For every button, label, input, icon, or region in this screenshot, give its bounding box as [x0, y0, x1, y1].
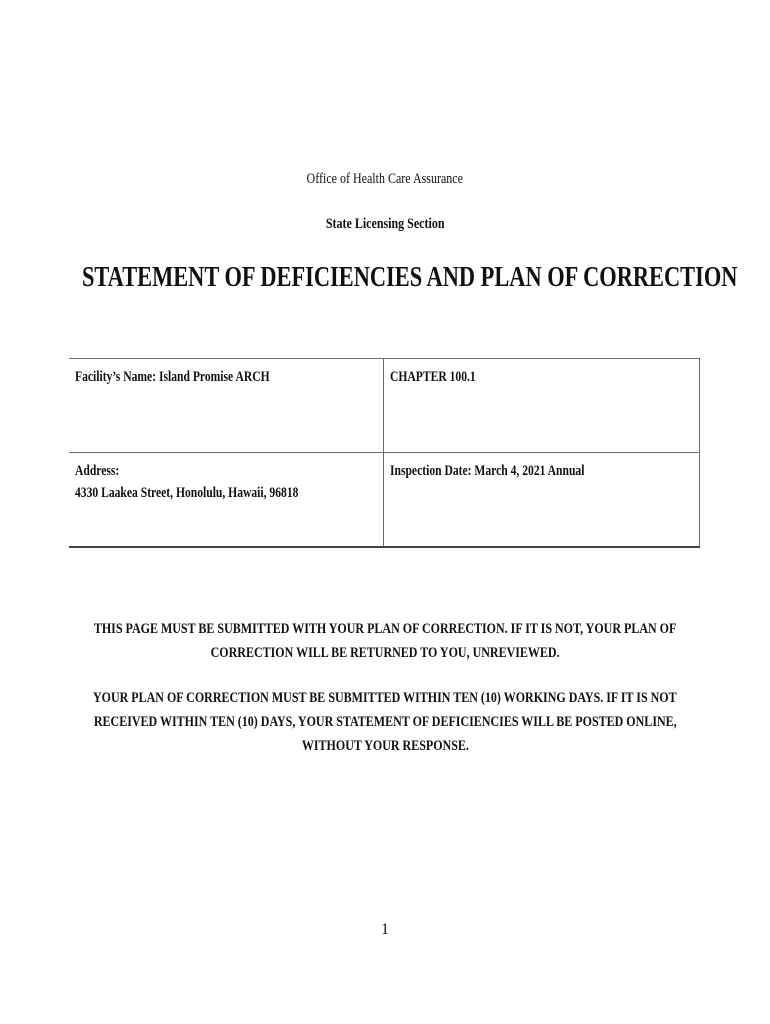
- page-number-text: 1: [381, 921, 389, 938]
- notice-line: RECEIVED WITHIN TEN (10) DAYS, YOUR STATEMENT OF DEFICIENCIES WILL BE POSTED ONLINE,: [93, 714, 677, 730]
- section-name: [0, 216, 770, 233]
- notice-line: WITHOUT YOUR RESPONSE.: [301, 738, 469, 754]
- notice-line: THIS PAGE MUST BE SUBMITTED WITH YOUR PLAN OF CORRECTION. IF IT IS NOT, YOUR PLAN OF: [93, 621, 677, 637]
- inspection-date-cell: [384, 453, 700, 548]
- table-row: [69, 453, 700, 548]
- table-row: [69, 359, 700, 453]
- page-number: [0, 921, 770, 939]
- document-title: [0, 262, 770, 294]
- address-value: 4330 Laakea Street, Honolulu, Hawaii, 96818: [75, 485, 299, 501]
- notice-line: CORRECTION WILL BE RETURNED TO YOU, UNREVIEWED.: [210, 645, 560, 661]
- notice-line: YOUR PLAN OF CORRECTION MUST BE SUBMITTED WITHIN TEN (10) WORKING DAYS. IF IT IS NOT: [93, 690, 677, 706]
- facility-info-table: [69, 358, 700, 548]
- inspection-date: Inspection Date: March 4, 2021 Annual: [390, 463, 585, 479]
- deadline-notice: [0, 686, 770, 758]
- address-cell: [69, 453, 384, 548]
- section-name-text: State Licensing Section: [325, 216, 445, 232]
- submission-notice: [0, 617, 770, 665]
- chapter: CHAPTER 100.1: [390, 369, 476, 385]
- chapter-cell: [384, 359, 700, 453]
- facility-name: Facility’s Name: Island Promise ARCH: [75, 369, 270, 385]
- facility-name-cell: [69, 359, 384, 453]
- office-name-text: Office of Health Care Assurance: [306, 171, 464, 187]
- office-name: [0, 171, 770, 188]
- address-label: Address:: [75, 463, 120, 479]
- document-title-text: STATEMENT OF DEFICIENCIES AND PLAN OF CORRECTION: [81, 262, 738, 293]
